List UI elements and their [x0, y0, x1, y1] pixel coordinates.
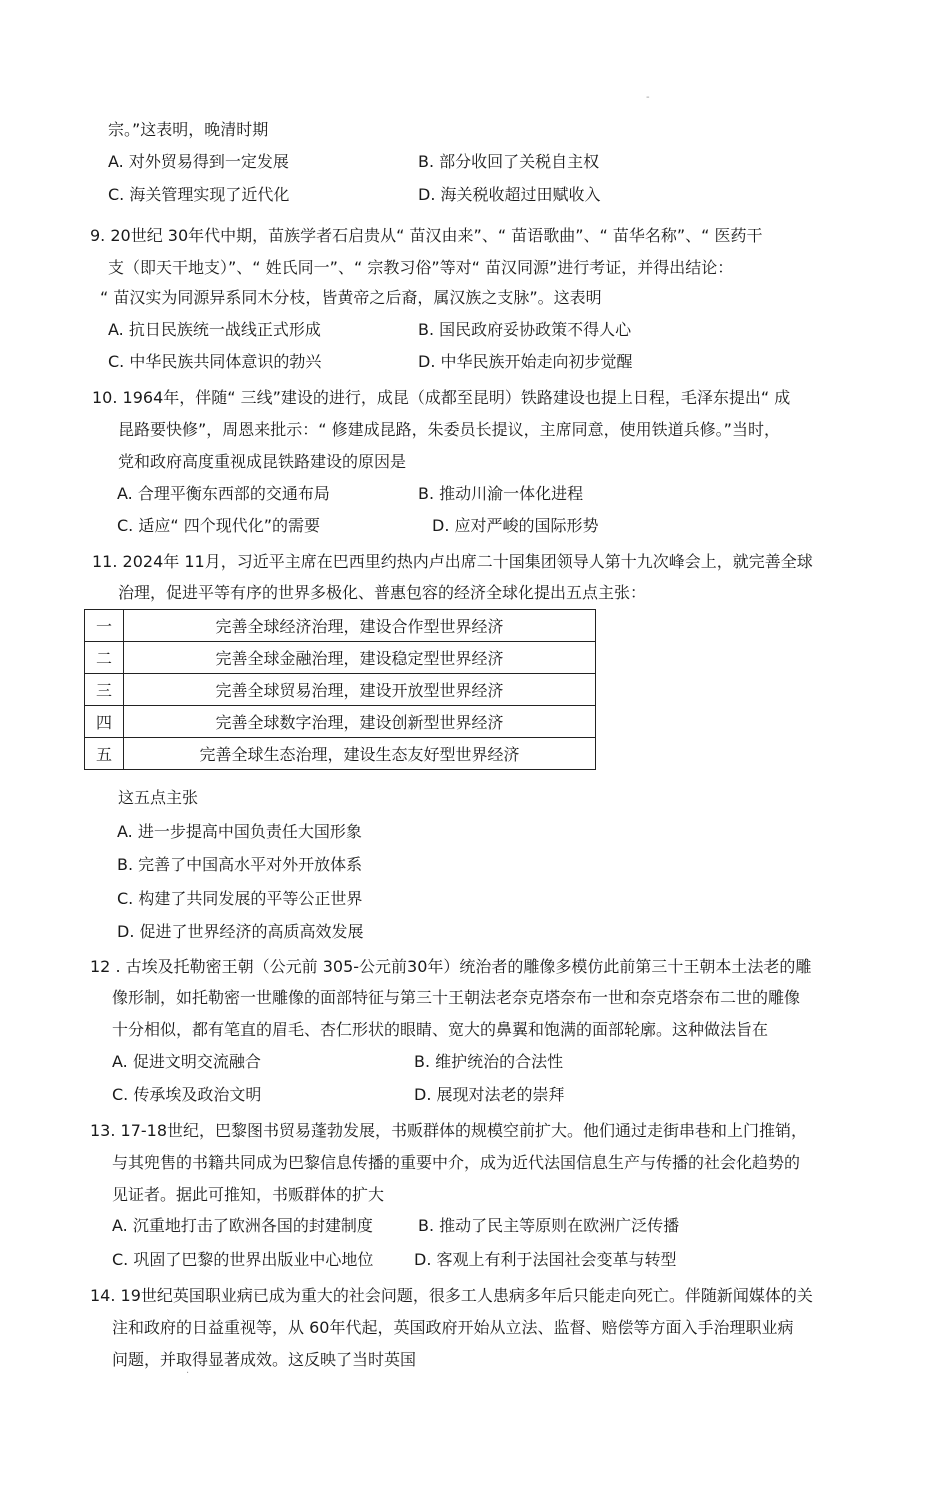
q8-option-c: C. 海关管理实现了近代化 — [108, 185, 290, 204]
q8-option-d: D. 海关税收超过田赋收入 — [418, 185, 601, 204]
row-text: 完善全球金融治理，建设稳定型世界经济 — [124, 642, 596, 674]
row-text: 完善全球数字治理，建设创新型世界经济 — [124, 706, 596, 738]
q9-stem-line2: 支（即天干地支）”、“ 姓氏同一”、“ 宗教习俗”等对“ 苗汉同源”进行考证，并得出结论： — [108, 258, 734, 277]
q10-option-c: C. 适应“ 四个现代化”的需要 — [117, 516, 321, 535]
q11-option-c: C. 构建了共同发展的平等公正世界 — [117, 889, 363, 908]
q10-stem-line3: 党和政府高度重视成昆铁路建设的原因是 — [118, 452, 407, 471]
table-row — [85, 642, 596, 674]
q13-option-c: C. 巩固了巴黎的世界出版业中心地位 — [112, 1250, 374, 1269]
q8-stem-end: 宗。”这表明，晚清时期 — [108, 120, 269, 139]
q11-stem-line1: 11. 2024年 11月，习近平主席在巴西里约热内卢出席二十国集团领导人第十九次峰会上，就完善全球 — [92, 552, 813, 571]
q9-option-b: B. 国民政府妥协政策不得人心 — [418, 320, 632, 339]
q12-stem-line3: 十分相似，都有笔直的眉毛、杏仁形状的眼睛、宽大的鼻翼和饱满的面部轮廓。这种做法旨在 — [112, 1020, 769, 1039]
q11-option-d: D. 促进了世界经济的高质高效发展 — [117, 922, 364, 941]
row-number: 二 — [85, 642, 124, 674]
q13-stem-line1: 13. 17-18世纪，巴黎图书贸易蓬勃发展，书贩群体的规模空前扩大。他们通过走街串巷和上门推销， — [90, 1121, 808, 1140]
q14-stem-line3: 问题，并取得显著成效。这反映了当时英国 — [112, 1350, 417, 1369]
q12-option-a: A. 促进文明交流融合 — [112, 1052, 261, 1071]
row-number: 五 — [85, 738, 124, 770]
q12-stem-line2: 像形制，如托勒密一世雕像的面部特征与第三十王朝法老奈克塔奈布一世和奈克塔奈布二世的雕像 — [112, 988, 801, 1007]
q11-option-a: A. 进一步提高中国负责任大国形象 — [117, 822, 362, 841]
q9-option-d: D. 中华民族开始走向初步觉醒 — [418, 352, 633, 371]
q13-option-b: B. 推动了民主等原则在欧洲广泛传播 — [418, 1216, 680, 1235]
row-text: 完善全球贸易治理，建设开放型世界经济 — [124, 674, 596, 706]
q13-option-d: D. 客观上有利于法国社会变革与转型 — [414, 1250, 677, 1269]
q11-option-b: B. 完善了中国高水平对外开放体系 — [117, 855, 363, 874]
q12-option-b: B. 维护统治的合法性 — [414, 1052, 564, 1071]
q9-stem-line1: 9. 20世纪 30年代中期，苗族学者石启贵从“ 苗汉由来”、“ 苗语歌曲”、“ 苗华名称”、“ 医药干 — [90, 226, 763, 245]
table-row — [85, 610, 596, 642]
q11-proposals-table — [84, 609, 596, 770]
q8-option-a: A. 对外贸易得到一定发展 — [108, 152, 289, 171]
q10-option-b: B. 推动川渝一体化进程 — [418, 484, 584, 503]
q12-stem-line1: 12 . 古埃及托勒密王朝（公元前 305-公元前30年）统治者的雕像多模仿此前第三十王朝本土法老的雕 — [90, 957, 812, 976]
q10-stem-line2: 昆路要快修”，周恩来批示：“ 修建成昆路，朱委员长提议，主席同意，使用铁道兵修。”当时， — [118, 420, 780, 439]
q9-option-c: C. 中华民族共同体意识的勃兴 — [108, 352, 322, 371]
q14-stem-line2: 注和政府的日益重视等，从 60年代起，英国政府开始从立法、监督、赔偿等方面入手治理职业病 — [112, 1318, 794, 1337]
q8-option-b: B. 部分收回了关税自主权 — [418, 152, 600, 171]
table-row — [85, 674, 596, 706]
q10-stem-line1: 10. 1964年，伴随“ 三线”建设的进行，成昆（成都至昆明）铁路建设也提上日程，毛泽东提出“ 成 — [92, 388, 791, 407]
q11-stem-line2: 治理，促进平等有序的世界多极化、普惠包容的经济全球化提出五点主张： — [118, 583, 647, 602]
stray-mark: - — [646, 92, 650, 103]
q9-option-a: A. 抗日民族统一战线正式形成 — [108, 320, 321, 339]
row-number: 四 — [85, 706, 124, 738]
table-row — [85, 706, 596, 738]
row-number: 三 — [85, 674, 124, 706]
stray-mark: · — [186, 1368, 190, 1379]
q13-option-a: A. 沉重地打击了欧洲各国的封建制度 — [112, 1216, 373, 1235]
q14-stem-line1: 14. 19世纪英国职业病已成为重大的社会问题，很多工人患病多年后只能走向死亡。伴随新闻媒体的关 — [90, 1286, 813, 1305]
q12-option-d: D. 展现对法老的崇拜 — [414, 1085, 565, 1104]
row-text: 完善全球生态治理，建设生态友好型世界经济 — [124, 738, 596, 770]
q12-option-c: C. 传承埃及政治文明 — [112, 1085, 262, 1104]
row-number: 一 — [85, 610, 124, 642]
q9-stem-line3: “ 苗汉实为同源异系同木分枝，皆黄帝之后裔，属汉族之支脉”。这表明 — [100, 288, 602, 307]
table-row — [85, 738, 596, 770]
q10-option-a: A. 合理平衡东西部的交通布局 — [117, 484, 330, 503]
q11-question: 这五点主张 — [118, 788, 199, 807]
q13-stem-line2: 与其兜售的书籍共同成为巴黎信息传播的重要中介，成为近代法国信息生产与传播的社会化趋势的 — [112, 1153, 801, 1172]
q13-stem-line3: 见证者。据此可推知，书贩群体的扩大 — [112, 1185, 385, 1204]
row-text: 完善全球经济治理，建设合作型世界经济 — [124, 610, 596, 642]
q10-option-d: D. 应对严峻的国际形势 — [432, 516, 599, 535]
